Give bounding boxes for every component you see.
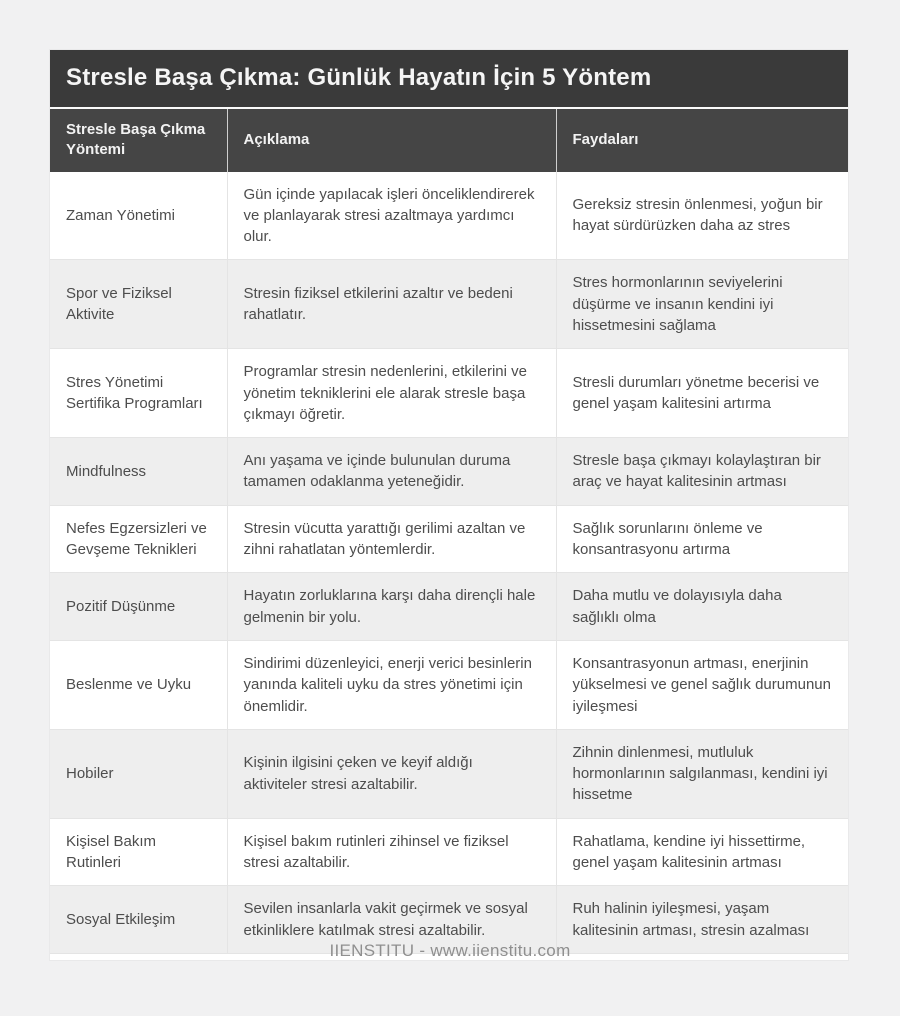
cell-method: Spor ve Fiziksel Aktivite xyxy=(50,260,227,349)
cell-description: Kişinin ilgisini çeken ve keyif aldığı aktiviteler stresi azaltabilir. xyxy=(227,729,556,818)
table-title-bar xyxy=(50,50,848,109)
cell-method: Stres Yönetimi Sertifika Programları xyxy=(50,349,227,438)
footer-credit: IIENSTITU - www.iienstitu.com xyxy=(329,941,571,960)
cell-benefits: Stresle başa çıkmayı kolaylaştıran bir araç ve hayat kalitesinin artması xyxy=(556,438,848,506)
cell-description: Anı yaşama ve içinde bulunulan duruma tamamen odaklanma yeteneğidir. xyxy=(227,438,556,506)
header-row xyxy=(50,109,848,172)
table-row xyxy=(50,505,848,573)
cell-benefits: Sağlık sorunlarını önleme ve konsantrasyonu artırma xyxy=(556,505,848,573)
page-title: Stresle Başa Çıkma: Günlük Hayatın İçin 5 Yöntem xyxy=(66,64,652,91)
cell-method: Zaman Yönetimi xyxy=(50,172,227,260)
cell-benefits: Zihnin dinlenmesi, mutluluk hormonlarının salgılanması, kendini iyi hissetme xyxy=(556,729,848,818)
cell-description: Sindirimi düzenleyici, enerji verici besinlerin yanında kaliteli uyku da stres yönetimi için önemlidir. xyxy=(227,640,556,729)
cell-benefits: Daha mutlu ve dolayısıyla daha sağlıklı olma xyxy=(556,573,848,641)
cell-description: Stresin vücutta yarattığı gerilimi azaltan ve zihni rahatlatan yöntemlerdir. xyxy=(227,505,556,573)
cell-description: Programlar stresin nedenlerini, etkilerini ve yönetim tekniklerini ele alarak stresle başa çıkmayı öğretir. xyxy=(227,349,556,438)
column-header-description: Açıklama xyxy=(227,109,556,172)
table-row xyxy=(50,438,848,506)
table-row xyxy=(50,818,848,886)
cell-description: Sevilen insanlarla vakit geçirmek ve sosyal etkinliklere katılmak stresi azaltabilir. xyxy=(227,886,556,954)
footer xyxy=(0,941,900,961)
cell-description: Hayatın zorluklarına karşı daha dirençli hale gelmenin bir yolu. xyxy=(227,573,556,641)
table-row xyxy=(50,729,848,818)
cell-method: Mindfulness xyxy=(50,438,227,506)
cell-method: Beslenme ve Uyku xyxy=(50,640,227,729)
cell-description: Stresin fiziksel etkilerini azaltır ve bedeni rahatlatır. xyxy=(227,260,556,349)
table-row xyxy=(50,640,848,729)
table-row xyxy=(50,349,848,438)
cell-benefits: Konsantrasyonun artması, enerjinin yükselmesi ve genel sağlık durumunun iyileşmesi xyxy=(556,640,848,729)
cell-benefits: Ruh halinin iyileşmesi, yaşam kalitesinin artması, stresin azalması xyxy=(556,886,848,954)
cell-description: Kişisel bakım rutinleri zihinsel ve fiziksel stresi azaltabilir. xyxy=(227,818,556,886)
column-header-method: Stresle Başa Çıkma Yöntemi xyxy=(50,109,227,172)
cell-method: Hobiler xyxy=(50,729,227,818)
cell-method: Nefes Egzersizleri ve Gevşeme Teknikleri xyxy=(50,505,227,573)
cell-benefits: Stresli durumları yönetme becerisi ve genel yaşam kalitesini artırma xyxy=(556,349,848,438)
column-header-benefits: Faydaları xyxy=(556,109,848,172)
cell-benefits: Stres hormonlarının seviyelerini düşürme ve insanın kendini iyi hissetmesini sağlama xyxy=(556,260,848,349)
cell-benefits: Gereksiz stresin önlenmesi, yoğun bir hayat sürdürüzken daha az stres xyxy=(556,172,848,260)
cell-method: Kişisel Bakım Rutinleri xyxy=(50,818,227,886)
table-row xyxy=(50,573,848,641)
cell-method: Pozitif Düşünme xyxy=(50,573,227,641)
cell-benefits: Rahatlama, kendine iyi hissettirme, genel yaşam kalitesinin artması xyxy=(556,818,848,886)
table-row xyxy=(50,172,848,260)
table-row xyxy=(50,260,848,349)
stress-table-card xyxy=(50,50,848,960)
cell-method: Sosyal Etkileşim xyxy=(50,886,227,954)
cell-description: Gün içinde yapılacak işleri önceliklendirerek ve planlayarak stresi azaltmaya yardımcı olur. xyxy=(227,172,556,260)
stress-methods-table xyxy=(50,109,848,954)
